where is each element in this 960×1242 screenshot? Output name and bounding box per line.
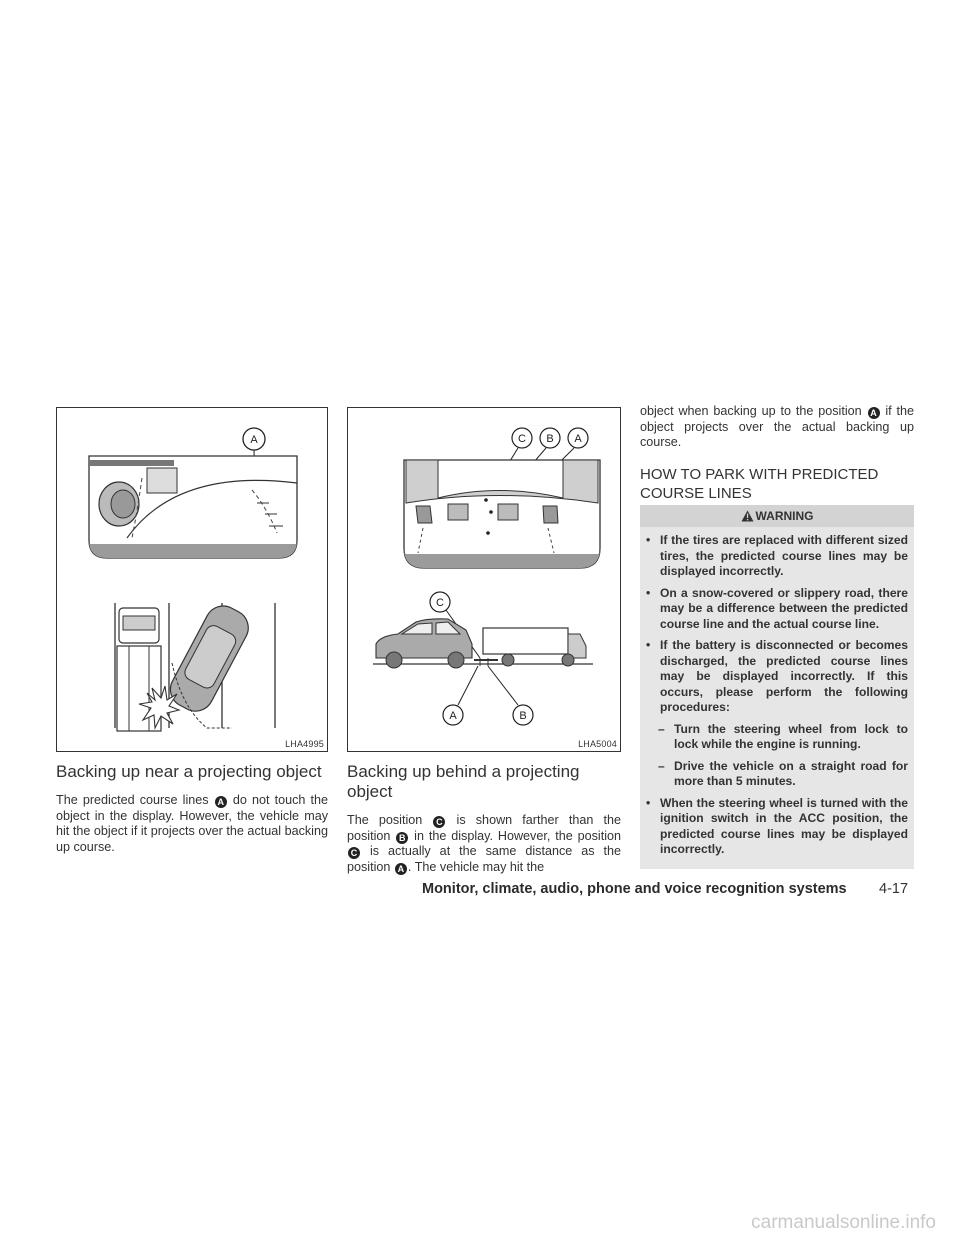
section-heading: Backing up behind a projecting object	[347, 762, 580, 801]
section-heading: HOW TO PARK WITH PREDICTED COURSE LINES	[640, 465, 879, 502]
warning-subitem: – Drive the vehicle on a straight road for more than 5 minutes.	[658, 758, 908, 788]
callout-a-bottom: A	[449, 710, 457, 722]
marker-b: B	[396, 832, 408, 844]
marker-a: A	[395, 863, 407, 875]
illustration-behind	[348, 408, 620, 751]
footer-section-title: Monitor, climate, audio, phone and voice recognition systems	[422, 881, 847, 897]
figure-code: LHA5004	[578, 739, 617, 749]
marker-a: A	[868, 407, 880, 419]
section-park-course-lines	[640, 404, 914, 503]
section-heading: Backing up near a projecting object	[56, 762, 322, 781]
warning-subitem: – Turn the steering wheel from lock to lock while the engine is running.	[658, 721, 908, 751]
section-body: The position C is shown farther than the position B in the display. However, the position C is actually at the same distance as the position A . The vehicle may hit the	[347, 813, 622, 874]
warning-item: • On a snow-covered or slippery road, there may be a difference between the predicted course line and the actual course line.	[646, 585, 908, 631]
callout-b-bottom: B	[519, 710, 527, 722]
warning-list	[640, 527, 914, 870]
callout-a-top: A	[574, 433, 582, 445]
warning-header	[640, 505, 914, 527]
warning-title: WARNING	[755, 509, 814, 523]
marker-c: C	[433, 816, 445, 828]
watermark: carmanualsonline.info	[751, 1212, 936, 1233]
callout-c-side: C	[436, 597, 444, 609]
callout-a-left: A	[250, 434, 258, 446]
warning-icon	[741, 507, 754, 529]
section-near	[56, 762, 328, 855]
warning-item: • If the battery is disconnected or becomes discharged, the predicted course lines may be displayed incorrectly. If this occurs, please perform the following procedures:	[646, 638, 908, 714]
warning-item: • If the tires are replaced with different sized tires, the predicted course lines may be displayed incorrectly.	[646, 533, 908, 578]
figure-projecting-object-behind	[347, 407, 621, 752]
warning-item: • When the steering wheel is turned with the ignition switch in the ACC position, the predicted course lines may be displayed incorrectly.	[646, 795, 908, 856]
illustration-near	[57, 408, 327, 751]
warning-box	[640, 505, 914, 869]
callout-b-top: B	[546, 433, 554, 445]
callout-c-top: C	[518, 433, 526, 445]
figure-projecting-object-near	[56, 407, 328, 752]
section-body: The predicted course lines A do not touch the object in the display. However, the vehicle may hit the object if it projects over the actual backing up course.	[56, 793, 329, 854]
figure-code: LHA4995	[285, 739, 324, 749]
marker-c: C	[348, 847, 360, 859]
section-behind	[347, 762, 621, 875]
page-number: 4-17	[879, 881, 909, 897]
continued-text: object when backing up to the position A if the object projects over the actual backing up course.	[640, 404, 915, 449]
marker-a: A	[215, 796, 227, 808]
